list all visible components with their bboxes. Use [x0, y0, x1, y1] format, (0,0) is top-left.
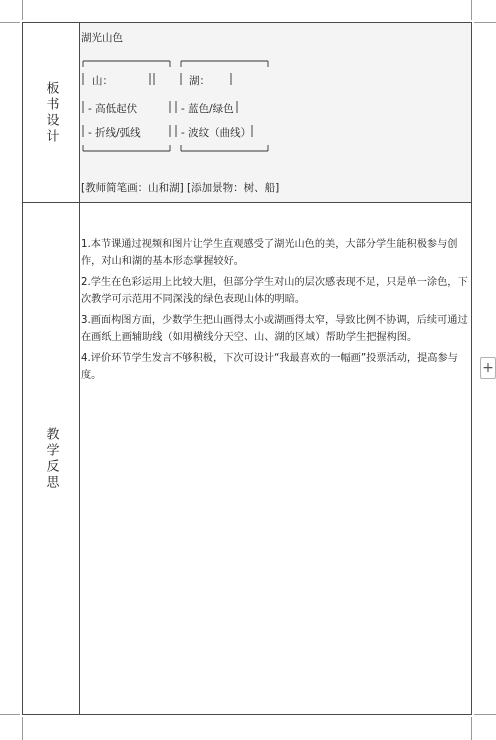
crop-mark-bottom-left-h [0, 714, 20, 715]
lake-item: - 波纹（曲线） [181, 127, 252, 139]
reflection-item: 2.学生在色彩运用上比较大胆，但部分学生对山的层次感表现不足，只是单一涂色，下次教学可示范用不同深浅的绿色表现山体的明暗。 [81, 277, 468, 305]
reflection-content[interactable] [80, 203, 471, 714]
board-diagram [82, 59, 272, 169]
board-design-label-cell [23, 23, 80, 202]
reflection-item: 1.本节课通过视频和图片让学生直观感受了湖光山色的美，大部分学生能积极参与创作，对山和湖的基本形态掌握较好。 [81, 239, 458, 267]
reflection-item: 4.评价环节学生发言不够积极，下次可设计“我最喜欢的一幅画”投票活动，提高参与度。 [81, 353, 458, 381]
crop-mark-top-right-h [474, 22, 496, 23]
mountain-item: - 折线/弧线 [88, 127, 141, 139]
reflection-label: 教学反思 [43, 426, 59, 491]
board-title: 湖光山色 [81, 32, 123, 44]
mountain-item: - 高低起伏 [88, 103, 138, 115]
board-design-label: 板书设计 [43, 80, 59, 145]
reflection-list [81, 236, 473, 388]
add-row-button[interactable]: + [480, 357, 496, 379]
board-design-row [23, 23, 471, 203]
lesson-table [22, 22, 472, 715]
crop-mark-top-left-h [0, 22, 20, 23]
lake-item: - 蓝色/绿色 [181, 103, 234, 115]
mountain-label: 山： [92, 75, 113, 87]
board-design-content[interactable] [80, 23, 471, 202]
reflection-label-cell [23, 203, 80, 714]
lake-label: 湖： [189, 75, 210, 87]
reflection-item: 3.画面构图方面，少数学生把山画得太小或湖画得太窄，导致比例不协调，后续可通过在画纸上画辅助线（如用横线分天空、山、湖的区域）帮助学生把握构图。 [81, 315, 468, 343]
crop-mark-bottom-right-h [474, 714, 496, 715]
crop-mark-top-left-v [22, 0, 23, 20]
crop-mark-bottom-left-v [22, 717, 23, 740]
crop-mark-bottom-right-v [471, 717, 472, 740]
reflection-row [23, 203, 471, 714]
crop-mark-top-right-v [471, 0, 472, 20]
board-note: [教师简笔画：山和湖] [添加景物：树、船] [81, 182, 280, 194]
